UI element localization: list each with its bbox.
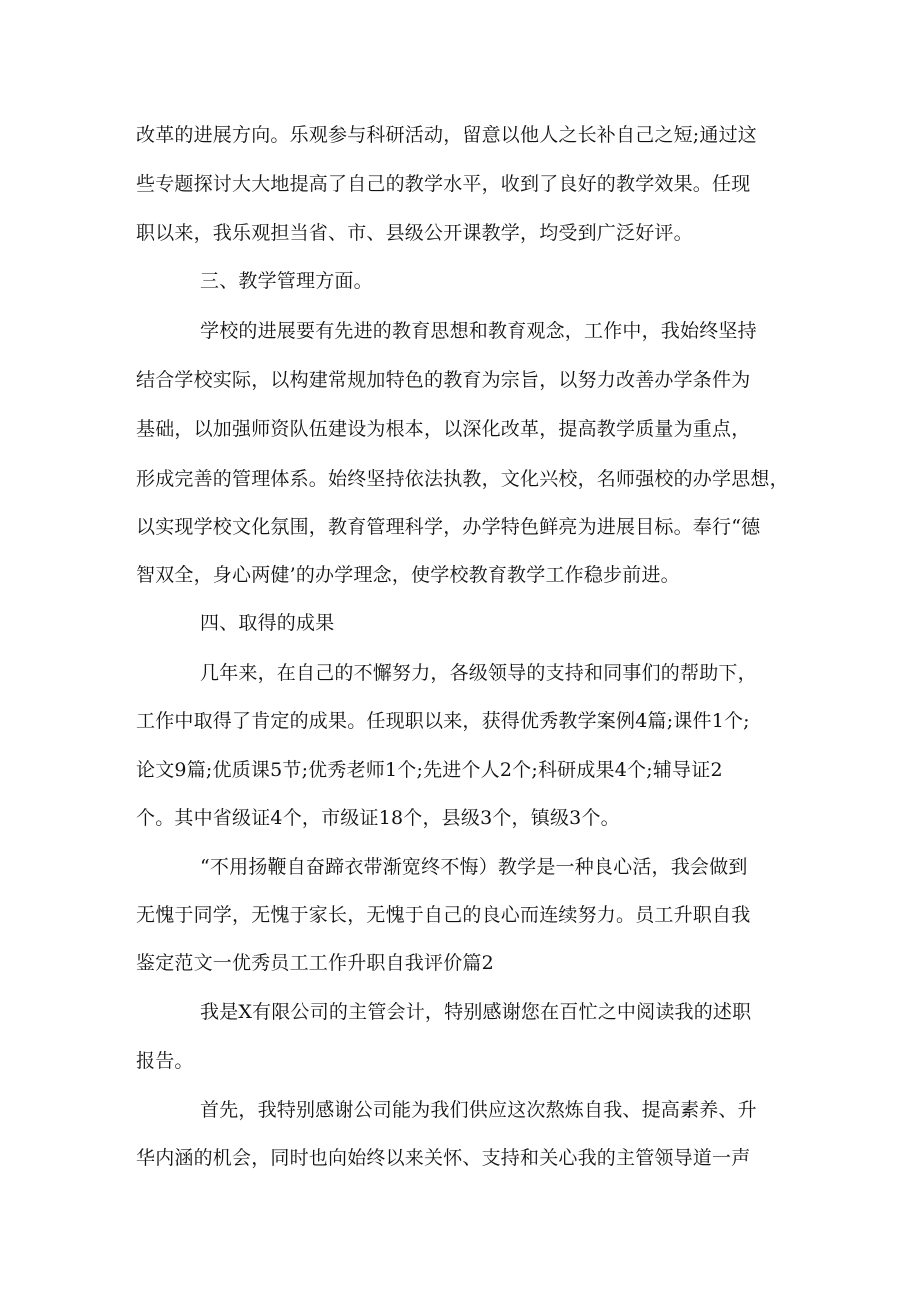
paragraph-line: 无愧于同学，无愧于家长，无愧于自己的良心而连续努力。员工升职自我 <box>136 904 751 926</box>
paragraph-line: 职以来，我乐观担当省、市、县级公开课教学，均受到广泛好评。 <box>136 222 693 244</box>
paragraph-line: 以实现学校文化氛围，教育管理科学，办学特色鲜亮为进展目标。奉行“德 <box>136 516 761 538</box>
paragraph-line: 形成完善的管理体系。始终坚持依法执教，文化兴校，名师强校的办学思想， <box>136 468 789 490</box>
section-heading-achievements: 四、取得的成果 <box>200 612 335 634</box>
paragraph-line: 基础，以加强师资队伍建设为根本，以深化改革，提高教学质量为重点， <box>136 418 751 440</box>
paragraph-line: 华内涵的机会，同时也向始终以来关怀、支持和关心我的主管领导道一声 <box>136 1147 751 1169</box>
section-heading-teaching-management: 三、教学管理方面。 <box>200 270 373 292</box>
paragraph-line: 我是X有限公司的主管会计，特别感谢您在百忙之中阅读我的述职 <box>200 1001 752 1023</box>
paragraph-line: 鉴定范文一优秀员工工作升职自我评价篇2 <box>136 952 494 974</box>
paragraph-line: 工作中取得了肯定的成果。任现职以来，获得优秀教学案例4篇;课件1个; <box>136 710 750 732</box>
paragraph-line: 学校的进展要有先进的教育思想和教育观念，工作中，我始终坚持 <box>200 320 757 342</box>
paragraph-line: “不用扬鞭自奋蹄衣带渐宽终不悔）教学是一种良心活，我会做到 <box>200 856 748 878</box>
paragraph-line: 改革的进展方向。乐观参与科研活动，留意以他人之长补自己之短;通过这 <box>136 124 758 146</box>
paragraph-line: 结合学校实际，以构建常规加特色的教育为宗旨，以努力改善办学条件为 <box>136 369 751 391</box>
paragraph-line: 报告。 <box>136 1050 194 1072</box>
paragraph-line: 论文9篇;优质课5节;优秀老师1个;先进个人2个;科研成果4个;辅导证2 <box>136 759 723 781</box>
paragraph-line: 智双全，身心两健’的办学理念，使学校教育教学工作稳步前进。 <box>136 564 680 586</box>
paragraph-line: 个。其中省级证4个，市级证18个，县级3个，镇级3个。 <box>136 807 620 829</box>
paragraph-line: 几年来，在自己的不懈努力，各级领导的支持和同事们的帮助下， <box>200 662 757 684</box>
paragraph-line: 些专题探讨大大地提高了自己的教学水平，收到了良好的教学效果。任现 <box>136 173 751 195</box>
paragraph-line: 首先，我特别感谢公司能为我们供应这次熬炼自我、提高素养、升 <box>200 1099 757 1121</box>
